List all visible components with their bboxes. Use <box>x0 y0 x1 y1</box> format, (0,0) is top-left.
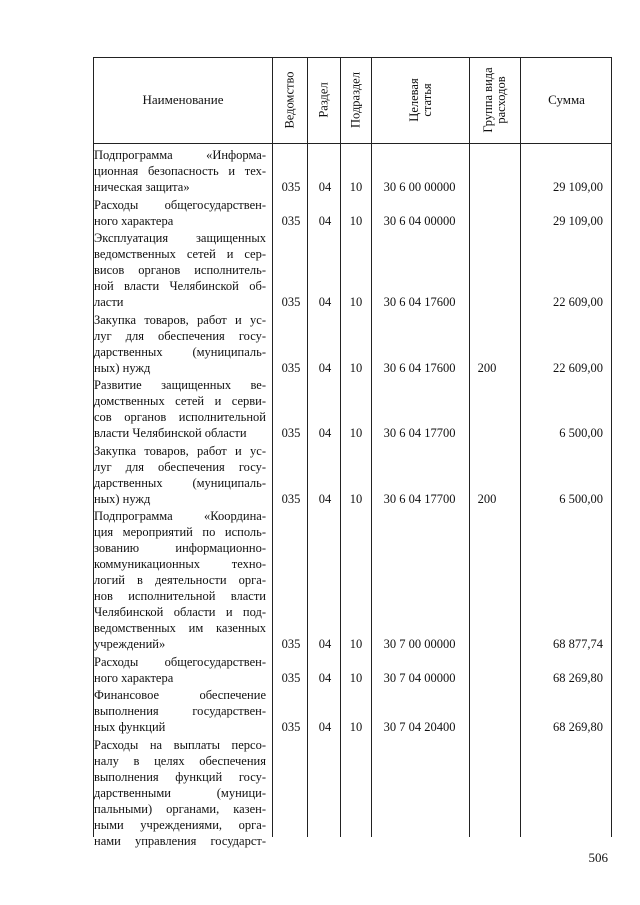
razdel-cell: 04 <box>318 295 332 309</box>
page-number: 506 <box>588 850 608 865</box>
row-name-line: выполнения государствен- <box>94 704 266 718</box>
summa-cell: 29 109,00 <box>553 180 603 194</box>
summa-cell: 68 877,74 <box>553 637 603 651</box>
row-name-line: Расходы общегосударствен- <box>94 197 266 212</box>
row-name-line: ных функций <box>94 720 166 734</box>
column-divider-gruppa <box>469 57 470 837</box>
gruppa-cell: 200 <box>477 360 497 375</box>
podrazdel-cell: 10 <box>349 637 363 651</box>
column-divider-summa <box>520 57 521 837</box>
razdel-cell: 04 <box>318 720 332 734</box>
header-gruppa-label <box>482 67 508 132</box>
row-name-line: ных) нужд <box>94 491 151 506</box>
row-name-line: коммуникационных техно- <box>94 557 266 571</box>
header-celevaya-line1: Целевая <box>406 78 421 122</box>
razdel-cell: 04 <box>318 180 332 194</box>
header-gruppa-line2: расходов <box>494 76 508 124</box>
celevaya-cell: 30 6 00 00000 <box>383 180 456 194</box>
summa-cell: 22 609,00 <box>553 295 603 309</box>
podrazdel-cell: 10 <box>349 213 363 228</box>
podrazdel-cell: 10 <box>349 295 363 309</box>
celevaya-cell: 30 6 04 17600 <box>383 360 456 375</box>
celevaya-cell: 30 6 04 17700 <box>383 491 456 506</box>
celevaya-cell: 30 6 04 17600 <box>383 295 456 309</box>
gruppa-cell: 200 <box>477 491 497 506</box>
header-bottom-border <box>93 143 611 144</box>
row-name-line: выполнения функций госу- <box>94 769 266 784</box>
row-name-line: ведомственных им казенных <box>94 621 266 635</box>
row-name-line: ведомственных сетей и сер- <box>94 247 266 261</box>
vedomstvo-cell: 035 <box>281 426 301 440</box>
row-name-line: нами управления государст- <box>94 833 266 848</box>
summa-cell: 6 500,00 <box>559 491 603 506</box>
summa-cell: 22 609,00 <box>553 360 603 375</box>
podrazdel-cell: 10 <box>349 426 363 440</box>
vedomstvo-cell: 035 <box>281 180 301 194</box>
row-name-line: Финансовое обеспечение <box>94 688 266 702</box>
row-name-line: учреждений» <box>94 637 166 651</box>
header-summa: Сумма <box>548 92 585 107</box>
row-name-line: Челябинской области и под- <box>94 605 266 619</box>
table-border-right <box>611 57 612 837</box>
row-name-line: Расходы на выплаты персо- <box>94 737 266 752</box>
row-name-line: ническая защита» <box>94 180 190 194</box>
header-celevaya-line2: статья <box>419 83 434 117</box>
vedomstvo-cell: 035 <box>281 720 301 734</box>
summa-cell: 29 109,00 <box>553 213 603 228</box>
row-name-line: луг для обеспечения госу- <box>94 459 266 474</box>
podrazdel-cell: 10 <box>349 180 363 194</box>
row-name-line: ными учреждениями, орга- <box>94 817 266 832</box>
row-name-line: дарственных (муниципаль- <box>94 475 266 490</box>
podrazdel-cell: 10 <box>349 360 363 375</box>
header-gruppa-line1: Группа вида <box>481 67 495 133</box>
row-name-line: ласти <box>94 295 124 309</box>
row-name-line: зованию информационно- <box>94 541 266 555</box>
row-name-line: домственных сетей и серви- <box>94 394 266 408</box>
podrazdel-cell: 10 <box>349 670 363 685</box>
header-vedomstvo <box>273 57 307 143</box>
vedomstvo-cell: 035 <box>281 213 301 228</box>
razdel-cell: 04 <box>318 491 332 506</box>
header-celevaya <box>372 57 469 143</box>
row-name-line: Развитие защищенных ве- <box>94 378 266 392</box>
vedomstvo-cell: 035 <box>281 295 301 309</box>
vedomstvo-cell: 035 <box>281 491 301 506</box>
header-vedomstvo-label: Ведомство <box>282 71 297 129</box>
row-name-line: Закупка товаров, работ и ус- <box>94 443 266 458</box>
row-name-line: сов органов исполнительной <box>94 410 266 424</box>
row-name-line: дарственными (муници- <box>94 785 266 800</box>
celevaya-cell: 30 7 04 20400 <box>383 720 456 734</box>
row-name-line: Подпрограмма «Информа- <box>94 148 266 162</box>
razdel-cell: 04 <box>318 213 332 228</box>
row-name-line: власти Челябинской области <box>94 426 247 440</box>
header-razdel <box>308 57 340 143</box>
razdel-cell: 04 <box>318 360 332 375</box>
row-name-line: ных) нужд <box>94 360 151 375</box>
celevaya-cell: 30 7 04 00000 <box>383 670 456 685</box>
row-name-line: ного характера <box>94 670 174 685</box>
summa-cell: 68 269,80 <box>553 670 603 685</box>
row-name-line: висов органов исполнитель- <box>94 263 266 277</box>
celevaya-cell: 30 6 04 00000 <box>383 213 456 228</box>
celevaya-cell: 30 7 00 00000 <box>383 637 456 651</box>
podrazdel-cell: 10 <box>349 720 363 734</box>
header-podrazdel <box>341 57 371 143</box>
razdel-cell: 04 <box>318 637 332 651</box>
row-name-line: Расходы общегосударствен- <box>94 654 266 669</box>
row-name-line: пальными) органами, казен- <box>94 801 266 816</box>
row-name-line: луг для обеспечения госу- <box>94 328 266 343</box>
row-name-line: ция мероприятий по исполь- <box>94 525 266 539</box>
vedomstvo-cell: 035 <box>281 360 301 375</box>
vedomstvo-cell: 035 <box>281 670 301 685</box>
row-name-line: нов исполнительной власти <box>94 589 266 603</box>
razdel-cell: 04 <box>318 670 332 685</box>
razdel-cell: 04 <box>318 426 332 440</box>
row-name-line: Закупка товаров, работ и ус- <box>94 312 266 327</box>
row-name-line: дарственных (муниципаль- <box>94 344 266 359</box>
column-divider-razdel <box>307 57 308 837</box>
vedomstvo-cell: 035 <box>281 637 301 651</box>
summa-cell: 68 269,80 <box>553 720 603 734</box>
header-name: Наименование <box>142 92 224 107</box>
header-razdel-label: Раздел <box>316 82 331 118</box>
header-podrazdel-label: Подраздел <box>348 72 363 128</box>
row-name-line: Эксплуатация защищенных <box>94 231 266 245</box>
celevaya-cell: 30 6 04 17700 <box>383 426 456 440</box>
row-name-line: логий в деятельности орга- <box>94 573 266 587</box>
row-name-line: налу в целях обеспечения <box>94 753 266 768</box>
header-gruppa <box>470 57 520 143</box>
row-name-line: ной власти Челябинской об- <box>94 279 266 293</box>
row-name-line: ного характера <box>94 213 174 228</box>
header-celevaya-label <box>408 78 434 121</box>
summa-cell: 6 500,00 <box>559 426 603 440</box>
podrazdel-cell: 10 <box>349 491 363 506</box>
row-name-line: Подпрограмма «Координа- <box>94 509 266 523</box>
column-divider-vedomstvo <box>272 57 273 837</box>
row-name-line: ционная безопасность и тех- <box>94 164 266 178</box>
